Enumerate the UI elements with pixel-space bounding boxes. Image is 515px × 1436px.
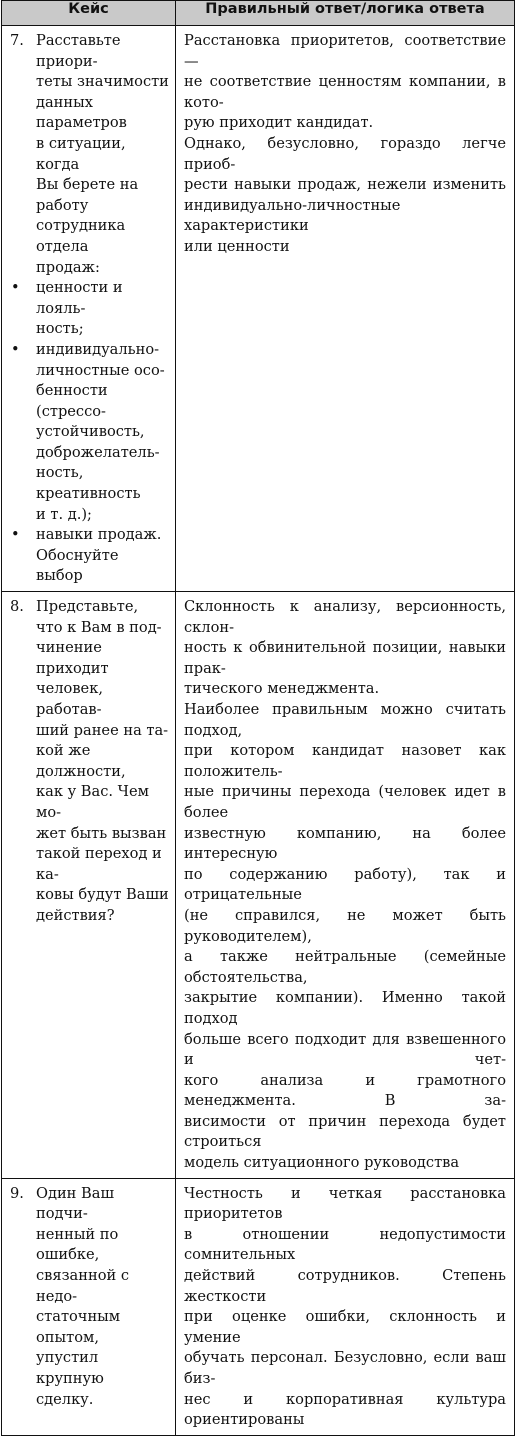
header-case: Кейс <box>2 1 176 26</box>
table-row <box>2 1178 515 1435</box>
answer-line: больше всего подходит для взвешенного и чет- <box>184 1030 506 1069</box>
case-question <box>36 31 169 278</box>
case-bullet-item <box>36 340 169 525</box>
case-bullet-item <box>36 278 169 340</box>
answer-line: или ценности <box>184 237 290 255</box>
answer-line: при котором кандидат назовет как положитель- <box>184 742 506 780</box>
case-line: статочным опытом, <box>36 1308 121 1346</box>
answer-line: Наиболее правильным можно считать подход, <box>184 701 506 739</box>
answer-cell <box>176 26 515 592</box>
case-line: Вы берете на работу <box>36 176 139 214</box>
answer-line: модель ситуационного руководства <box>184 1154 460 1172</box>
table-row <box>2 592 515 1179</box>
case-line: Представьте, <box>36 598 139 616</box>
bullet-line: ность, креативность <box>36 464 141 503</box>
table-header-row <box>2 1 515 26</box>
answer-line: ность к обвинительной позиции, навыки прак- <box>184 639 506 677</box>
answer-line: не соответствие ценностям компании, в кото- <box>184 73 506 111</box>
answer-line: (не справился, не может быть руководителем), <box>184 906 506 945</box>
answer-line: тического менеджмента. <box>184 680 380 698</box>
answer-line: Однако, безусловно, гораздо легче приоб- <box>184 134 506 173</box>
table-row <box>2 26 515 592</box>
case-line: упустил крупную <box>36 1349 104 1387</box>
answer-line: Склонность к анализу, версионность, склон- <box>184 598 506 636</box>
case-line: ковы будут Ваши <box>36 886 169 904</box>
case-number: 8. <box>10 598 24 616</box>
case-bullet-item <box>36 525 169 587</box>
answer-paragraph <box>184 134 506 258</box>
answer-line: рести навыки продаж, нежели изменить <box>184 176 506 194</box>
bullet-line: ность; <box>36 320 84 338</box>
answer-line: кого анализа и грамотного менеджмента. В за- <box>184 1071 506 1110</box>
case-cell <box>2 1178 176 1435</box>
case-number: 9. <box>10 1184 24 1202</box>
answer-line: Расстановка приоритетов, соответствие — <box>184 32 506 70</box>
answer-line: ные причины перехода (человек идет в более <box>184 783 506 821</box>
answer-line: по содержанию работу), так и отрицательные <box>184 865 506 904</box>
answer-line: Честность и четкая расстановка приоритетов <box>184 1184 506 1223</box>
answer-paragraph <box>184 700 506 1174</box>
case-line: чинение приходит <box>36 639 109 677</box>
bullet-line: личностные осо- <box>36 361 165 379</box>
answer-line: висимости от причин перехода будет строиться <box>184 1112 506 1151</box>
case-question <box>36 1184 169 1411</box>
case-number: 7. <box>10 32 24 49</box>
bullet-line: и т. д.); <box>36 505 92 523</box>
case-line: связанной с недо- <box>36 1267 130 1305</box>
bullet-line: устойчивость, <box>36 423 145 441</box>
case-question <box>36 597 169 927</box>
case-line: жет быть вызван <box>36 824 167 842</box>
case-line: в ситуации, когда <box>36 134 126 173</box>
bullet-line: Обоснуйте выбор <box>36 546 119 585</box>
case-line: Расставьте приори- <box>36 32 121 70</box>
answer-cell <box>176 592 515 1179</box>
bullet-line: • навыки продаж. <box>36 526 162 544</box>
case-cell <box>2 26 176 592</box>
case-line: продаж: <box>36 258 100 276</box>
answer-paragraph <box>184 597 506 700</box>
answer-line: обучать персонал. Безусловно, если ваш биз- <box>184 1349 506 1387</box>
answer-paragraph <box>184 31 506 134</box>
answer-line: а также нейтральные (семейные обстоятельства, <box>184 948 506 986</box>
case-line: как у Вас. Чем мо- <box>36 783 149 821</box>
case-line: кой же должности, <box>36 742 126 780</box>
answer-line: известную компанию, на более интересную <box>184 824 506 863</box>
answer-line: в отношении недопустимости сомнительных <box>184 1225 506 1264</box>
case-line: такой переход и ка- <box>36 845 162 883</box>
case-cell <box>2 592 176 1179</box>
cases-table <box>1 0 515 1436</box>
answer-line: закрытие компании). Именно такой подход <box>184 989 506 1027</box>
answer-line: нес и корпоративная культура ориентированы <box>184 1390 506 1429</box>
answer-line: рую приходит кандидат. <box>184 114 374 132</box>
answer-line: при оценке ошибки, склонность и умение <box>184 1308 506 1346</box>
case-line: ненный по ошибке, <box>36 1225 119 1264</box>
answer-cell <box>176 1178 515 1435</box>
case-line: что к Вам в под- <box>36 618 162 636</box>
bullet-line: доброжелатель- <box>36 443 160 461</box>
case-line: действия? <box>36 906 115 924</box>
answer-line: индивидуально-личностные характеристики <box>184 196 401 235</box>
case-line: сделку. <box>36 1390 94 1408</box>
case-line: человек, работав- <box>36 680 103 718</box>
case-line: сотрудника отдела <box>36 217 126 255</box>
case-line: данных параметров <box>36 93 127 132</box>
bullet-line: • ценности и лояль- <box>36 279 123 317</box>
answer-paragraph <box>184 1184 506 1431</box>
bullet-line: • индивидуально- <box>36 340 160 358</box>
bullet-line: бенности (стрессо- <box>36 382 108 420</box>
case-line: Один Ваш подчи- <box>36 1184 115 1223</box>
header-answer: Правильный ответ/логика ответа <box>176 1 515 26</box>
answer-line: действий сотрудников. Степень жесткости <box>184 1267 506 1305</box>
case-line: теты значимости <box>36 73 169 91</box>
case-line: ший ранее на та- <box>36 721 169 739</box>
case-bullet-list <box>36 278 169 587</box>
